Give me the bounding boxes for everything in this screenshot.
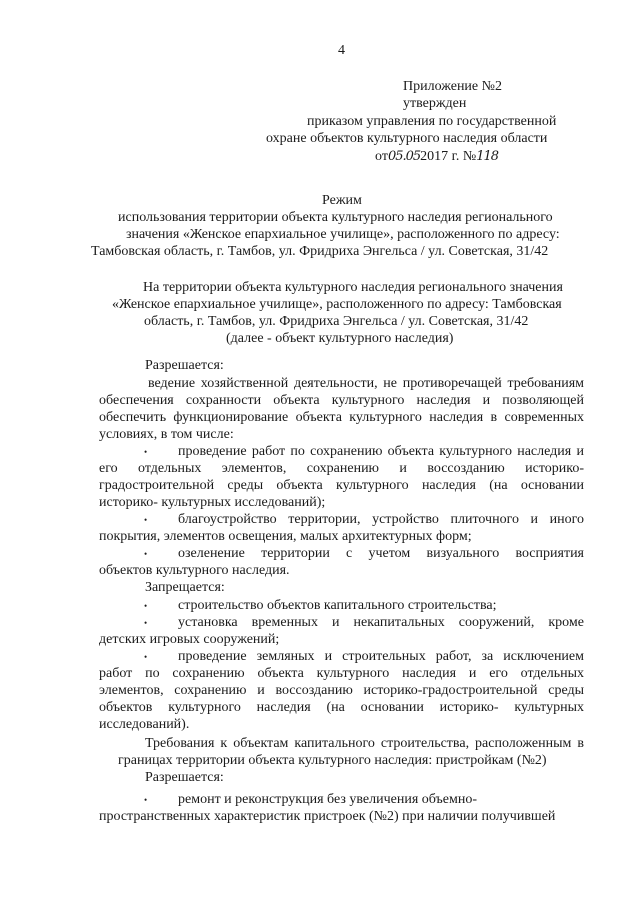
bullet-icon: •: [144, 652, 148, 662]
heading-line-2: значения «Женское епархиальное училище», расположенного по адресу:: [126, 227, 560, 242]
b6-line-3: элементов, сохранению и воссозданию историко-градостроительной среды: [99, 683, 584, 698]
heading-line-3: Тамбовская область, г. Тамбов, ул. Фридриха Энгельса / ул. Советская, 31/42: [91, 244, 549, 259]
date-suffix: 2017 г. №: [420, 149, 477, 164]
allowed-label-2: Разрешается:: [145, 770, 224, 785]
p1-line-4: условиях, в том числе:: [99, 427, 234, 442]
forbidden-label: Запрещается:: [145, 580, 225, 595]
appendix-line-3: приказом управления по государственной: [307, 114, 557, 129]
bullet-icon: •: [144, 515, 148, 525]
bullet-icon: •: [144, 795, 148, 805]
bullet-icon: •: [144, 447, 148, 457]
req-line-2: границах территории объекта культурного наследия: пристройкам (№2): [118, 753, 547, 768]
b6-line-5: исследований).: [99, 717, 190, 732]
bullet-icon: •: [144, 618, 148, 628]
b6-line-4: объектов культурного наследия (на основании историко- культурных: [99, 700, 584, 715]
req-line-1: Требования к объектам капитального строительства, расположенным в: [145, 736, 584, 751]
allowed-label-1: Разрешается:: [145, 358, 224, 373]
appendix-date-line: [375, 149, 498, 165]
b7-line-2: пространственных характеристик пристроек (№2) при наличии получившей: [99, 809, 556, 824]
heading-title: Режим: [322, 193, 362, 208]
p1-line-1: ведение хозяйственной деятельности, не противоречащей требованиям: [148, 376, 584, 391]
b5-line-1: установка временных и некапитальных сооружений, кроме: [178, 615, 584, 630]
b2-line-1: благоустройство территории, устройство плиточного и иного: [178, 512, 584, 527]
b6-line-2: работ по сохранению объекта культурного наследия и его отдельных: [99, 666, 584, 681]
b6-line-1: проведение земляных и строительных работ, за исключением: [178, 649, 584, 664]
b1-line-4: историко- культурных исследований);: [99, 495, 326, 510]
appendix-title: Приложение №2: [403, 79, 502, 94]
b1-line-1: проведение работ по сохранению объекта культурного наследия и: [178, 444, 584, 459]
bullet-icon: •: [144, 601, 148, 611]
b2-line-2: покрытия, элементов освещения, малых архитектурных форм;: [99, 529, 472, 544]
appendix-line-4: охране объектов культурного наследия области: [266, 131, 548, 146]
p1-line-3: обеспечить функционирование объекта культурного наследия в современных: [99, 410, 584, 425]
b3-line-2: объектов культурного наследия.: [99, 563, 290, 578]
p1-line-2: обеспечения сохранности объекта культурного наследия и позволяющей: [99, 393, 584, 408]
intro-line-3: область, г. Тамбов, ул. Фридриха Энгельса / ул. Советская, 31/42: [144, 314, 529, 329]
date-prefix: от: [375, 149, 388, 164]
appendix-approved: утвержден: [403, 96, 467, 111]
b1-line-2: его отдельных элементов, сохранению и воссозданию историко-: [99, 461, 584, 476]
intro-line-2: «Женское епархиальное училище», расположенного по адресу: Тамбовская: [112, 297, 562, 312]
page-number: 4: [338, 43, 345, 58]
number-handwritten: 118: [476, 149, 499, 164]
intro-line-4: (далее - объект культурного наследия): [226, 331, 454, 346]
intro-line-1: На территории объекта культурного наследия регионального значения: [143, 280, 563, 295]
b7-line-1: ремонт и реконструкция без увеличения объемно-: [178, 792, 478, 807]
b1-line-3: градостроительной среды объекта культурного наследия (на основании: [99, 478, 584, 493]
date-handwritten: 05.05: [387, 149, 421, 164]
b3-line-1: озеленение территории с учетом визуального восприятия: [178, 546, 584, 561]
b5-line-2: детских игровых сооружений;: [99, 632, 280, 647]
heading-line-1: использования территории объекта культурного наследия регионального: [118, 210, 553, 225]
b4-line-1: строительство объектов капитального строительства;: [178, 598, 497, 613]
bullet-icon: •: [144, 549, 148, 559]
